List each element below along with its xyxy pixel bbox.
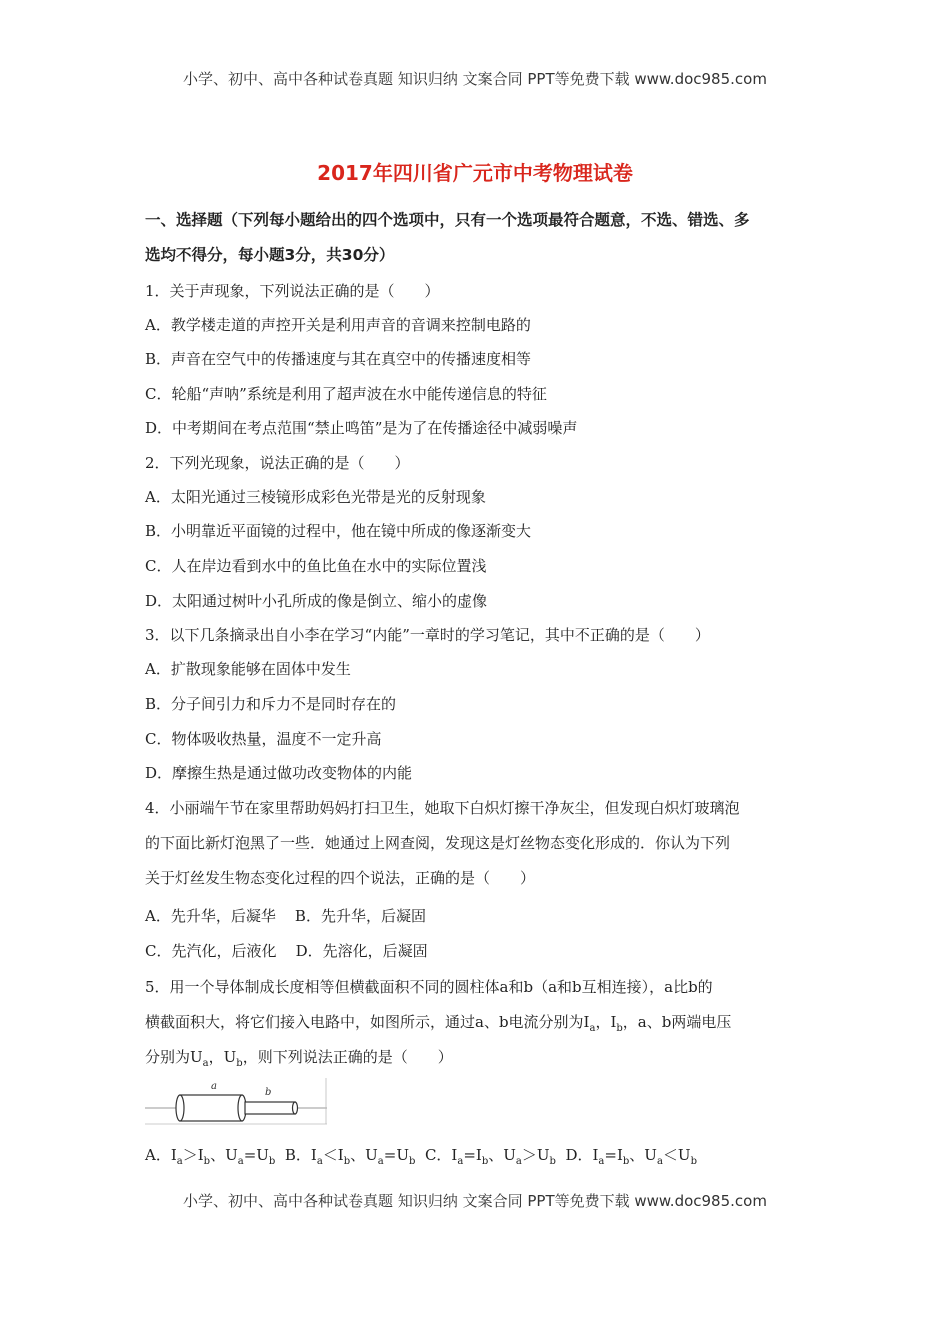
q5-stem-line2	[145, 1012, 731, 1039]
q5-option-b: B．$I_a<I_b$、$U_a=U_b$	[284, 1146, 416, 1167]
q2-stem: 2．下列光现象，说法正确的是（ ）	[145, 454, 410, 472]
q4-option-b: B．先升华，后凝固	[294, 907, 426, 925]
q5-stem-line1: 5．用一个导体制成长度相等但横截面积不同的圆柱体a和b（a和b互相连接），a比b的	[145, 978, 713, 996]
page-footer: 小学、初中、高中各种试卷真题 知识归纳 文案合同 PPT等免费下载 www.doc985.com	[183, 1192, 767, 1210]
q4-option-c: C．先汽化，后液化	[145, 942, 277, 960]
q5-option-d: D．$I_a=I_b$、$U_a<U_b$	[565, 1146, 697, 1167]
q5-option-a: A．$I_a>I_b$、$U_a=U_b$	[145, 1146, 276, 1167]
q5-line3-sub-b: b	[236, 1058, 243, 1069]
q1-option-a: A．教学楼走道的声控开关是利用声音的音调来控制电路的	[145, 316, 531, 334]
cylinder-a-left-end	[176, 1095, 184, 1121]
q3-option-d: D．摩擦生热是通过做功改变物体的内能	[145, 764, 413, 782]
q3-option-c: C．物体吸收热量，温度不一定升高	[145, 730, 382, 748]
q5-line2-tail: ，a、b两端电压	[622, 1013, 732, 1031]
q5-line2-sub-a: a	[589, 1023, 596, 1034]
q1-option-c: C．轮船“声呐”系统是利用了超声波在水中能传递信息的特征	[145, 385, 547, 403]
cylinder-a	[180, 1095, 242, 1121]
conductor-figure	[145, 1078, 327, 1126]
page-header: 小学、初中、高中各种试卷真题 知识归纳 文案合同 PPT等免费下载 www.doc985.com	[183, 70, 767, 88]
q5-line2-sep: ，I	[595, 1013, 617, 1031]
q5-line3-pre: 分别为U	[145, 1048, 203, 1066]
q5-line2-text: 横截面积大，将它们接入电路中，如图所示，通过a、b电流分别为I	[145, 1013, 590, 1031]
q5-line3-tail: ，则下列说法正确的是（ ）	[242, 1048, 453, 1066]
section1-heading-line2: 选均不得分，每小题3分，共30分）	[145, 246, 395, 264]
q4-stem-line3: 关于灯丝发生物态变化过程的四个说法，正确的是（ ）	[145, 869, 536, 887]
q2-option-d: D．太阳通过树叶小孔所成的像是倒立、缩小的虚像	[145, 592, 488, 610]
q4-option-d: D．先溶化，后凝固	[295, 942, 428, 960]
q3-option-a: A．扩散现象能够在固体中发生	[145, 660, 351, 678]
q5-line2-sub-b: b	[616, 1023, 623, 1034]
q5-options-row	[145, 1145, 697, 1172]
q1-option-b: B．声音在空气中的传播速度与其在真空中的传播速度相等	[145, 350, 532, 368]
q4-stem-line1: 4．小丽端午节在家里帮助妈妈打扫卫生，她取下白炽灯擦干净灰尘，但发现白炽灯玻璃泡	[145, 799, 740, 817]
page-title: 2017年四川省广元市中考物理试卷	[317, 161, 633, 185]
q5-stem-line3	[145, 1047, 453, 1074]
q5-line3-sub-a: a	[202, 1058, 209, 1069]
q3-option-b: B．分子间引力和斥力不是同时存在的	[145, 695, 397, 713]
q3-stem: 3．以下几条摘录出自小李在学习“内能”一章时的学习笔记，其中不正确的是（ ）	[145, 626, 710, 644]
q2-option-c: C．人在岸边看到水中的鱼比鱼在水中的实际位置浅	[145, 557, 487, 575]
q4-option-a: A．先升华，后凝华	[145, 907, 276, 925]
section1-heading-line1: 一、选择题（下列每小题给出的四个选项中，只有一个选项最符合题意，不选、错选、多	[145, 211, 750, 229]
q4-stem-line2: 的下面比新灯泡黑了一些．她通过上网查阅，发现这是灯丝物态变化形成的．你认为下列	[145, 834, 731, 852]
q2-option-b: B．小明靠近平面镜的过程中，他在镜中所成的像逐渐变大	[145, 522, 532, 540]
cylinder-b-right-end	[293, 1102, 298, 1114]
q1-option-d: D．中考期间在考点范围“禁止鸣笛”是为了在传播途径中减弱噪声	[145, 419, 578, 437]
figure-label-a: a	[211, 1081, 217, 1092]
q1-stem: 1．关于声现象，下列说法正确的是（ ）	[145, 282, 440, 300]
cylinder-b	[245, 1102, 295, 1114]
q2-option-a: A．太阳光通过三棱镜形成彩色光带是光的反射现象	[145, 488, 486, 506]
q5-line3-sep: ，U	[208, 1048, 237, 1066]
q5-option-c: C．$I_a=I_b$、$U_a>U_b$	[424, 1146, 556, 1167]
q4-options-row2	[145, 941, 428, 961]
q4-options-row1	[145, 906, 426, 926]
figure-label-b: b	[265, 1087, 272, 1098]
